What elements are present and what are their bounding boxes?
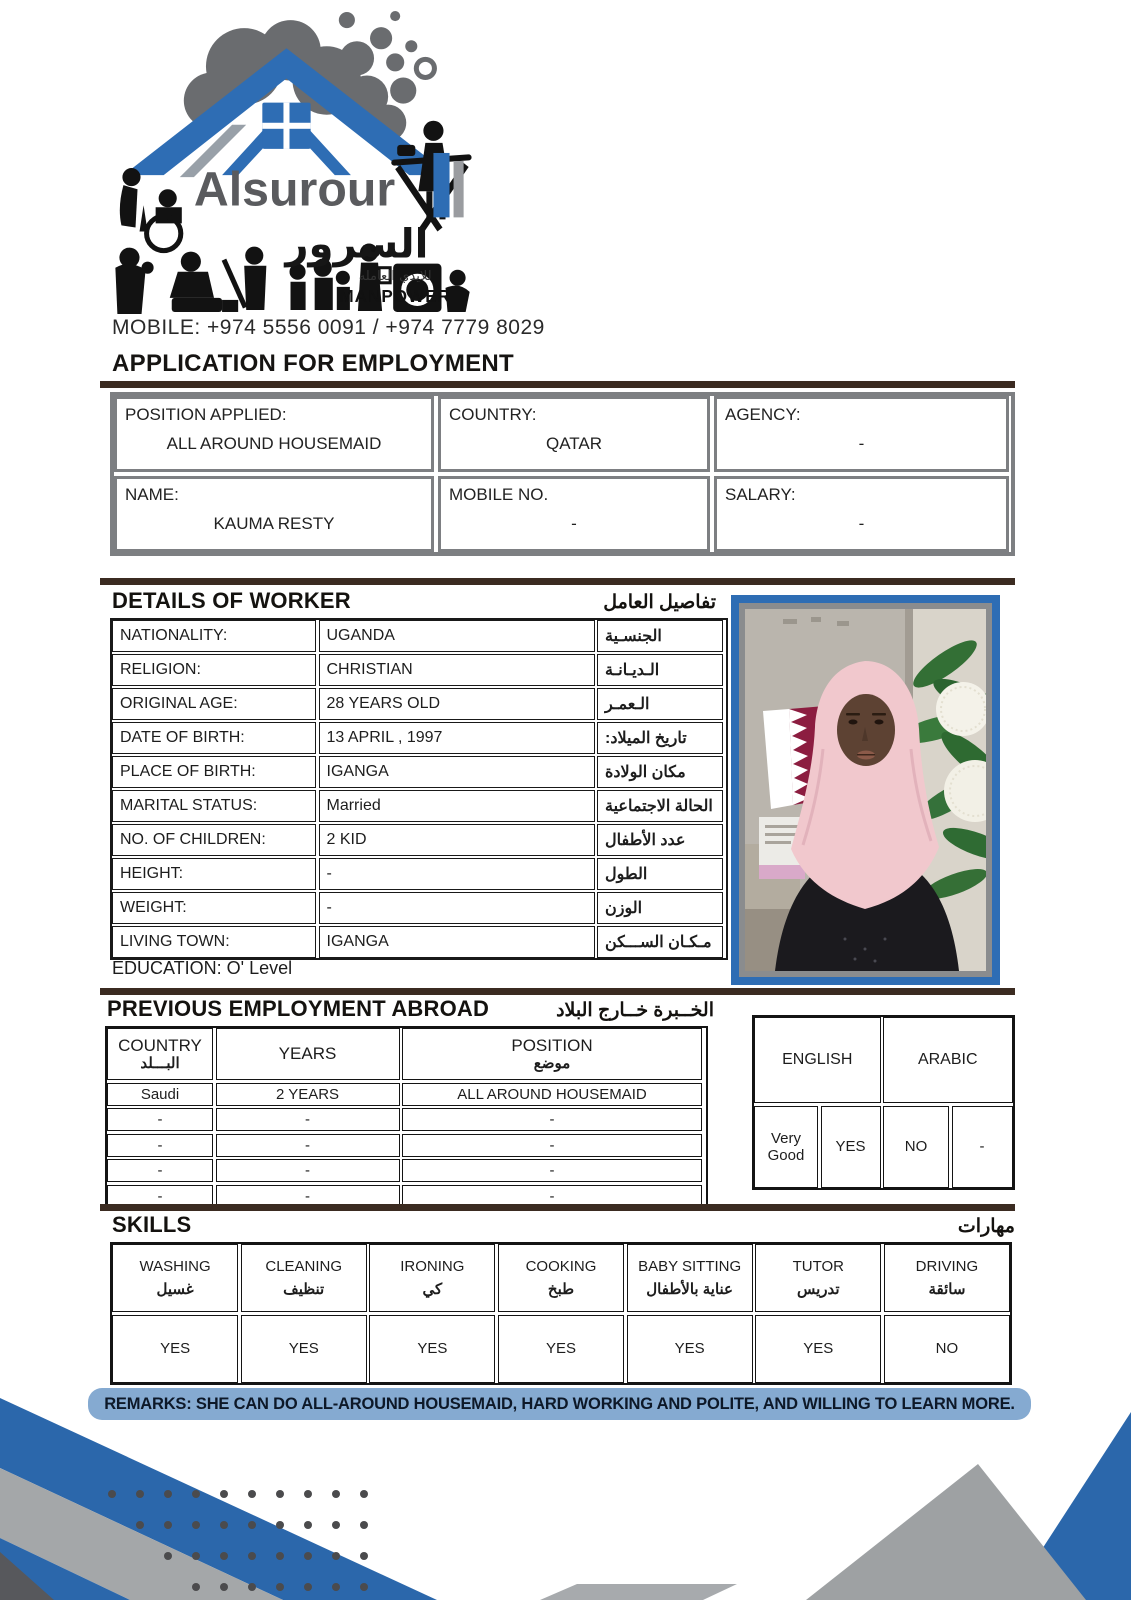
detail-label-arabic: الحالة الاجتماعية	[597, 790, 723, 822]
name-cell	[114, 476, 434, 552]
skill-header-cooking	[498, 1244, 624, 1312]
details-title-arabic: تفاصيل العامل	[603, 592, 716, 613]
skill-label: TUTOR	[792, 1258, 844, 1275]
logo-window-icon	[262, 103, 310, 149]
skill-label: BABY SITTING	[638, 1258, 742, 1275]
skill-value-ironing: YES	[369, 1315, 495, 1383]
detail-value: 13 APRIL , 1997	[319, 722, 595, 754]
skill-label: IRONING	[400, 1258, 465, 1275]
detail-value: Married	[319, 790, 595, 822]
detail-label-arabic: مـكـان الســـكن	[597, 926, 723, 958]
skill-label-arabic: تنظيف	[283, 1281, 325, 1298]
education-line: EDUCATION: O' Level	[112, 958, 293, 978]
mobile-numbers: MOBILE: +974 5556 0091 / +974 7779 8029	[112, 316, 545, 339]
field-value: QATAR	[545, 434, 603, 453]
field-value: ALL AROUND HOUSEMAID	[166, 434, 382, 453]
skill-value-cooking: YES	[498, 1315, 624, 1383]
field-label: NAME:	[125, 485, 179, 504]
country-cell	[438, 396, 710, 472]
divider-line	[100, 578, 1015, 585]
detail-value: IGANGA	[319, 926, 595, 958]
worker-portrait-illustration	[745, 609, 986, 971]
skill-label: DRIVING	[915, 1258, 979, 1275]
column-header-years	[216, 1028, 400, 1080]
skill-header-babysitting	[627, 1244, 753, 1312]
details-section-header	[112, 588, 716, 614]
detail-label-arabic: الوزن	[597, 892, 723, 924]
detail-label-arabic: الـديـانـة	[597, 654, 723, 686]
field-label: AGENCY:	[725, 405, 801, 424]
skill-header-driving	[884, 1244, 1010, 1312]
employment-years: -	[216, 1134, 400, 1157]
worker-photo	[731, 595, 1000, 985]
skill-value-tutor: YES	[755, 1315, 881, 1383]
detail-label: DATE OF BIRTH:	[112, 722, 316, 754]
detail-label-arabic: مكان الولادة	[597, 756, 723, 788]
skill-label-arabic: سائقة	[928, 1281, 966, 1298]
divider-line	[100, 988, 1015, 995]
worker-photo-inner	[739, 603, 992, 977]
detail-label: RELIGION:	[112, 654, 316, 686]
skill-label-arabic: طبخ	[547, 1281, 575, 1298]
field-value: -	[858, 514, 865, 533]
employment-country: -	[107, 1185, 213, 1208]
mobile-no-cell	[438, 476, 710, 552]
detail-label-arabic: عدد الأطفال	[597, 824, 723, 856]
skill-label: WASHING	[139, 1258, 211, 1275]
skill-label-arabic: تدريس	[796, 1281, 840, 1298]
employment-country: -	[107, 1159, 213, 1182]
employment-position: -	[402, 1108, 702, 1131]
employment-country: Saudi	[107, 1083, 213, 1106]
employment-position: -	[402, 1159, 702, 1182]
detail-value: -	[319, 892, 595, 924]
page-title: APPLICATION FOR EMPLOYMENT	[112, 350, 515, 377]
detail-label-arabic: الـعمـر	[597, 688, 723, 720]
employment-years: -	[216, 1185, 400, 1208]
divider-line	[100, 381, 1015, 388]
detail-value: CHRISTIAN	[319, 654, 595, 686]
employment-position: -	[402, 1134, 702, 1157]
arabic-level: NO	[883, 1106, 949, 1188]
detail-value: 28 YEARS OLD	[319, 688, 595, 720]
brand-tagline-arabic-text: للايدي العامله	[358, 268, 432, 284]
detail-label-arabic: تاريخ الميلاد:	[597, 722, 723, 754]
column-header-position	[402, 1028, 702, 1080]
detail-value: UGANDA	[319, 620, 595, 652]
detail-label-arabic: الجنسـية	[597, 620, 723, 652]
employment-position: ALL AROUND HOUSEMAID	[402, 1083, 702, 1106]
skill-header-cleaning	[241, 1244, 367, 1312]
skill-header-tutor	[755, 1244, 881, 1312]
application-table	[110, 392, 1015, 556]
details-table	[110, 618, 728, 960]
header-label: POSITION	[511, 1035, 593, 1055]
detail-label-arabic: الطول	[597, 858, 723, 890]
details-title: DETAILS OF WORKER	[112, 588, 351, 613]
brand-name-arabic-text: السرور	[285, 221, 429, 268]
skill-label-arabic: غسيل	[156, 1281, 194, 1298]
column-header-country	[107, 1028, 213, 1080]
language-table	[752, 1015, 1015, 1190]
employment-section-header	[107, 996, 714, 1022]
skill-label: CLEANING	[265, 1258, 343, 1275]
manpower-text: MANPOWER	[339, 286, 452, 306]
detail-label: NATIONALITY:	[112, 620, 316, 652]
skill-label: COOKING	[525, 1258, 597, 1275]
header-label: YEARS	[278, 1044, 337, 1063]
detail-label: MARITAL STATUS:	[112, 790, 316, 822]
employment-years: 2 YEARS	[216, 1083, 400, 1106]
agency-logo-icon	[92, 4, 487, 314]
skill-header-ironing	[369, 1244, 495, 1312]
skills-title: SKILLS	[112, 1212, 192, 1237]
salary-cell	[714, 476, 1009, 552]
field-label: MOBILE NO.	[449, 485, 549, 504]
employment-country: -	[107, 1134, 213, 1157]
employment-table	[105, 1026, 708, 1210]
skill-label-arabic: عناية بالأطفال	[646, 1281, 733, 1298]
field-label: COUNTRY:	[449, 405, 537, 424]
skill-value-washing: YES	[112, 1315, 238, 1383]
detail-label: PLACE OF BIRTH:	[112, 756, 316, 788]
arabic-header: ARABIC	[883, 1017, 1013, 1103]
employment-title: PREVIOUS EMPLOYMENT ABROAD	[107, 996, 490, 1021]
field-label: POSITION APPLIED:	[125, 405, 287, 424]
agency-cell	[714, 396, 1009, 472]
english-flag: YES	[821, 1106, 881, 1188]
detail-label: HEIGHT:	[112, 858, 316, 890]
detail-label: NO. OF CHILDREN:	[112, 824, 316, 856]
employment-years: -	[216, 1108, 400, 1131]
field-label: SALARY:	[725, 485, 796, 504]
skill-value-babysitting: YES	[627, 1315, 753, 1383]
detail-value: IGANGA	[319, 756, 595, 788]
field-value: KAUMA RESTY	[213, 514, 335, 533]
header-label: COUNTRY	[118, 1035, 202, 1055]
detail-label: LIVING TOWN:	[112, 926, 316, 958]
field-value: -	[571, 514, 577, 533]
detail-label: WEIGHT:	[112, 892, 316, 924]
arabic-flag: -	[952, 1106, 1013, 1188]
divider-line	[100, 1204, 1015, 1211]
english-level: Very Good	[754, 1106, 818, 1188]
skills-section-header	[112, 1212, 1015, 1238]
detail-value: -	[319, 858, 595, 890]
position-applied-cell	[114, 396, 434, 472]
skills-title-arabic: مهارات	[957, 1216, 1015, 1237]
skill-label-arabic: كي	[422, 1281, 443, 1298]
header-label-arabic: البـــلد	[140, 1054, 180, 1072]
skills-table	[110, 1242, 1012, 1385]
skill-value-cleaning: YES	[241, 1315, 367, 1383]
employment-position: -	[402, 1185, 702, 1208]
detail-label: ORIGINAL AGE:	[112, 688, 316, 720]
employment-country: -	[107, 1108, 213, 1131]
field-value: -	[858, 434, 865, 453]
english-header: ENGLISH	[754, 1017, 881, 1103]
skill-header-washing	[112, 1244, 238, 1312]
brand-name-text: Alsurour	[193, 162, 396, 217]
employment-title-arabic: الخــبرة خــارج البلاد	[556, 1000, 714, 1021]
remarks-banner: REMARKS: SHE CAN DO ALL-AROUND HOUSEMAID, HARD WORKING AND POLITE, AND WILLING TO LEARN MORE.	[88, 1388, 1031, 1420]
skill-value-driving: NO	[884, 1315, 1010, 1383]
detail-value: 2 KID	[319, 824, 595, 856]
header-label-arabic: موضع	[533, 1054, 571, 1072]
employment-years: -	[216, 1159, 400, 1182]
